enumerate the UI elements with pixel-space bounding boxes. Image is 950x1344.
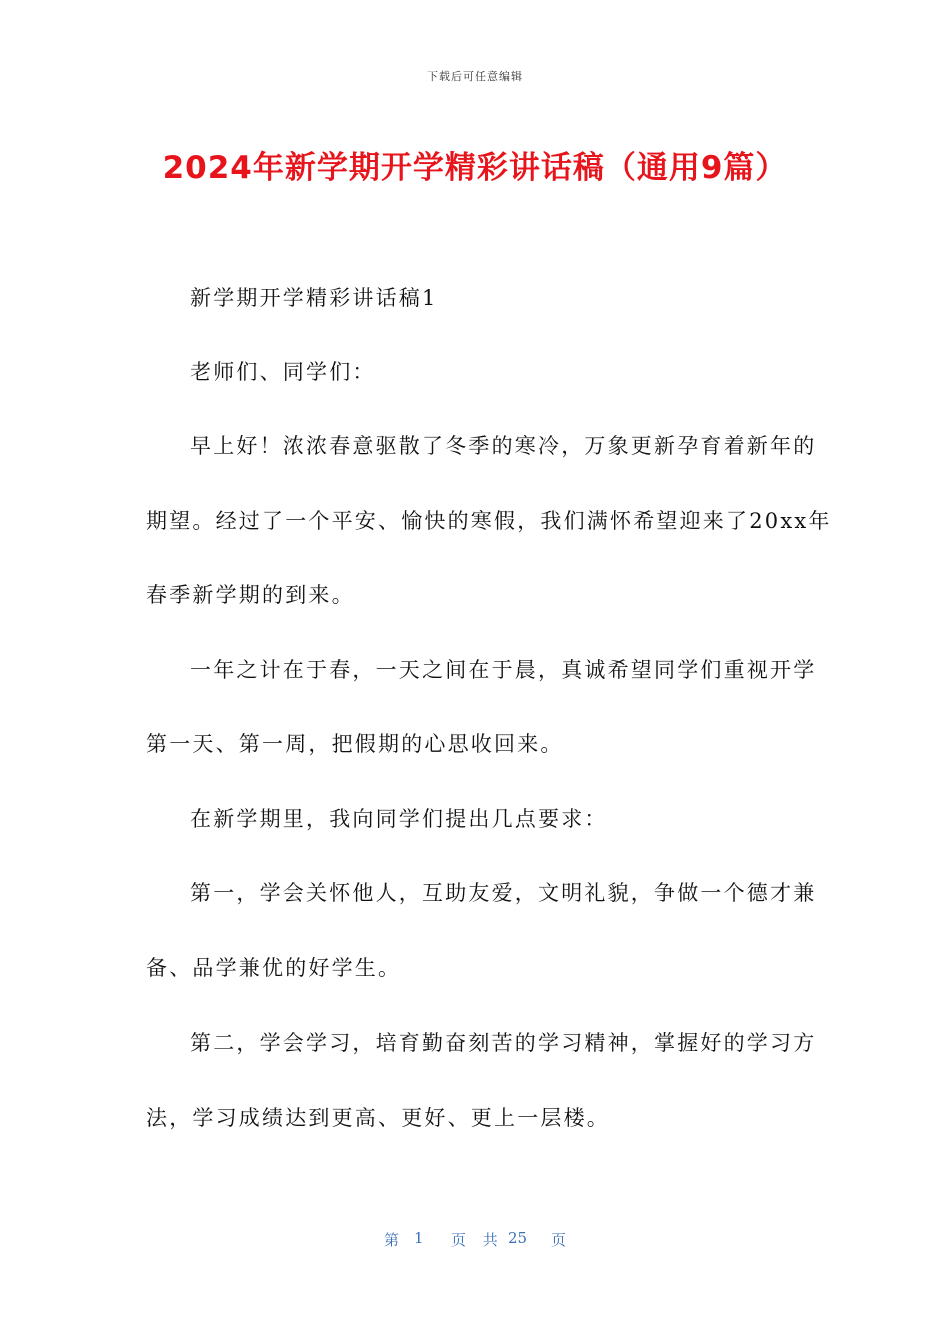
paragraph-line: 一年之计在于春，一天之间在于晨，真诚希望同学们重视开学: [190, 658, 817, 682]
footer-page-prefix: 第: [384, 1231, 400, 1249]
header-note: 下载后可任意编辑: [427, 70, 523, 83]
document-title: 2024年新学期开学精彩讲话稿（通用9篇）: [162, 150, 788, 186]
paragraph-line: 春季新学期的到来。: [146, 583, 355, 607]
paragraph-line: 第一天、第一周，把假期的心思收回来。: [146, 732, 564, 756]
page-footer: [0, 1229, 950, 1251]
paragraph-line: 老师们、同学们：: [190, 360, 376, 384]
paragraph-line: 早上好！浓浓春意驱散了冬季的寒冷，万象更新孕育着新年的: [190, 434, 817, 458]
paragraph-line: 期望。经过了一个平安、愉快的寒假，我们满怀希望迎来了20xx年: [146, 509, 832, 533]
paragraph-line: 法，学习成绩达到更高、更好、更上一层楼。: [146, 1106, 610, 1130]
footer-page-mid: 页 共: [451, 1231, 504, 1249]
paragraph-line: 在新学期里，我向同学们提出几点要求：: [190, 807, 608, 831]
paragraph-line: 新学期开学精彩讲话稿1: [190, 286, 438, 310]
footer-page-suffix: 页: [551, 1231, 567, 1249]
footer-page-number: 1: [414, 1229, 424, 1247]
paragraph-line: 备、品学兼优的好学生。: [146, 956, 402, 980]
paragraph-line: 第二，学会学习，培育勤奋刻苦的学习精神，掌握好的学习方: [190, 1031, 817, 1055]
paragraph-line: 第一，学会关怀他人，互助友爱，文明礼貌，争做一个德才兼: [190, 881, 817, 905]
footer-total-pages: 25: [508, 1229, 528, 1247]
